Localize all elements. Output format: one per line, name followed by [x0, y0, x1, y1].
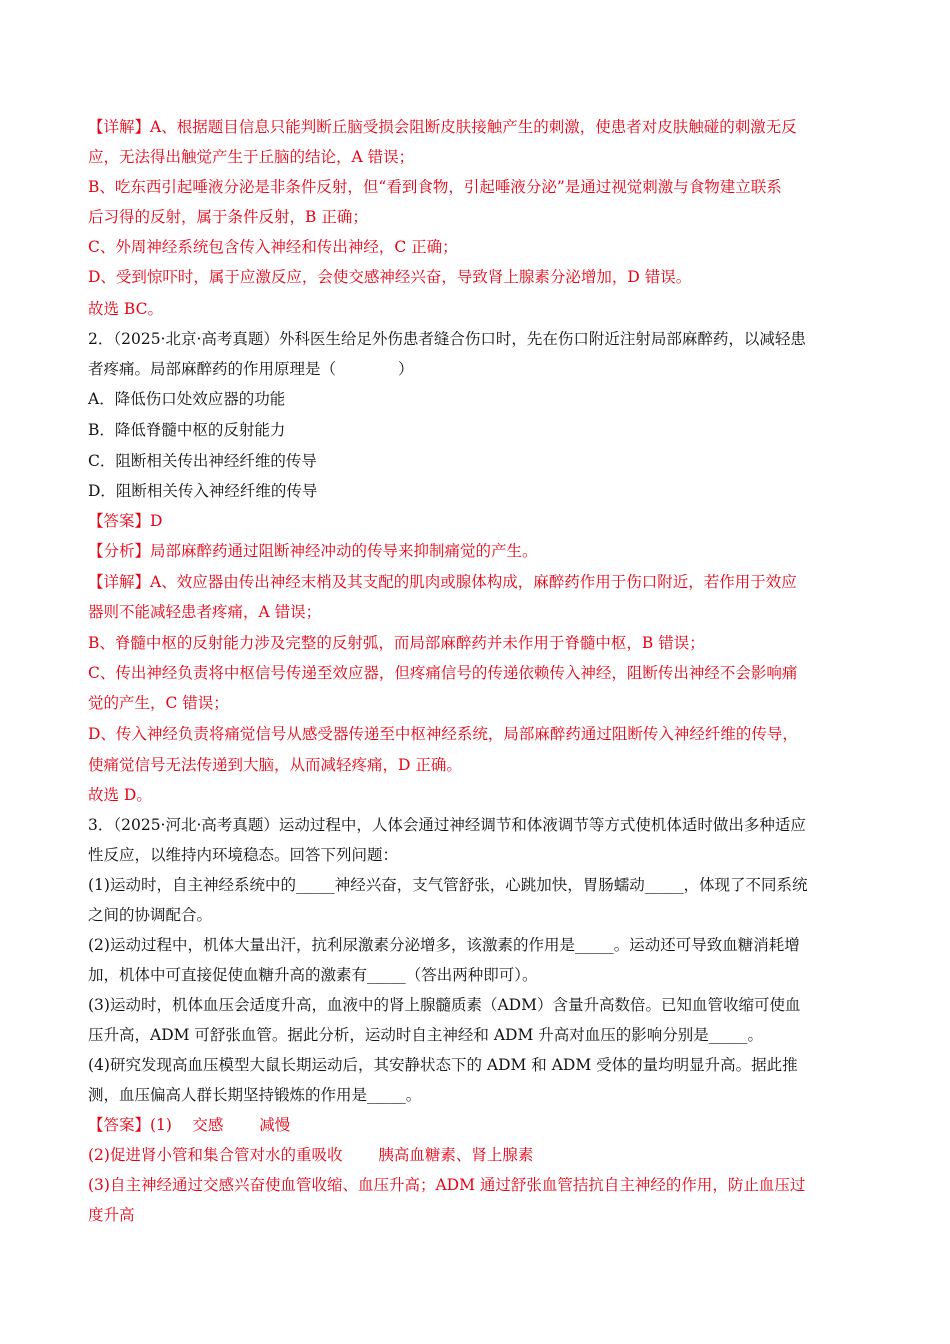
answer-line: (2)促进肾小管和集合管对水的重吸收 胰高血糖素、肾上腺素	[88, 1146, 534, 1164]
text-line: C、外周神经系统包含传入神经和传出神经，C 正确；	[88, 238, 458, 256]
explanation-line: 【详解】A、效应器由传出神经末梢及其支配的肌肉或腺体构成，麻醉药作用于伤口附近，若作用于效应	[88, 573, 797, 591]
question-2-stem: 2．（2025·北京·高考真题）外科医生给足外伤患者缝合伤口时，先在伤口附近注射局部麻醉药，以减轻患	[88, 330, 806, 348]
explanation-line: 器则不能减轻患者疼痛，A 错误；	[88, 603, 322, 621]
sub-question-4: (4)研究发现高血压模型大鼠长期运动后，其安静状态下的 ADM 和 ADM 受体的量均明显升高。据此推	[88, 1056, 798, 1074]
sub-question-4: 测，血压偏高人群长期坚持锻炼的作用是_____。	[88, 1086, 422, 1104]
explanation-line: D、传入神经负责将痛觉信号从感受器传递至中枢神经系统，局部麻醉药通过阻断传入神经纤维的传导，	[88, 725, 798, 743]
analysis-line: 【分析】局部麻醉药通过阻断神经冲动的传导来抑制痛觉的产生。	[88, 542, 538, 560]
text-line: 后习得的反射，属于条件反射，B 正确；	[88, 208, 368, 226]
explanation-line: 觉的产生，C 错误；	[88, 694, 229, 712]
answer-line: 【答案】D	[88, 512, 163, 530]
explanation-line: C、传出神经负责将中枢信号传递至效应器，但疼痛信号的传递依赖传入神经，阻断传出神经不会影响痛	[88, 664, 798, 682]
text-line: B、吃东西引起唾液分泌是非条件反射，但“看到食物，引起唾液分泌”是通过视觉刺激与食物建立联系	[88, 178, 782, 196]
sub-question-1: 之间的协调配合。	[88, 906, 213, 924]
explanation-line: 使痛觉信号无法传递到大脑，从而减轻疼痛，D 正确。	[88, 756, 462, 774]
option-a: A．降低伤口处效应器的功能	[88, 390, 286, 408]
explanation-line: B、脊髓中枢的反射能力涉及完整的反射弧，而局部麻醉药并未作用于脊髓中枢，B 错误；	[88, 634, 705, 652]
text-line: 应，无法得出触觉产生于丘脑的结论，A 错误；	[88, 148, 415, 166]
sub-question-2: 加，机体中可直接促使血糖升高的激素有_____（答出两种即可）。	[88, 966, 538, 984]
answer-line: (3)自主神经通过交感兴奋使血管收缩、血压升高；ADM 通过舒张血管拮抗自主神经的作用，防止血压过	[88, 1176, 806, 1194]
option-c: C．阻断相关传出神经纤维的传导	[88, 452, 317, 470]
option-b: B．降低脊髓中枢的反射能力	[88, 421, 286, 439]
conclusion-line: 故选 D。	[88, 786, 152, 804]
text-line: 故选 BC。	[88, 300, 163, 318]
sub-question-1: (1)运动时，自主神经系统中的_____神经兴奋，支气管舒张，心跳加快，胃肠蠕动_____，体现了不同系统	[88, 876, 808, 894]
question-2-stem: 者疼痛。局部麻醉药的作用原理是（ ）	[88, 360, 414, 378]
answer-line: 度升高	[88, 1206, 135, 1224]
question-3-stem: 3．（2025·河北·高考真题）运动过程中，人体会通过神经调节和体液调节等方式使机体适时做出多种适应	[88, 816, 806, 834]
sub-question-3: (3)运动时，机体血压会适度升高，血液中的肾上腺髓质素（ADM）含量升高数倍。已知血管收缩可使血	[88, 996, 801, 1014]
text-line: D、受到惊吓时，属于应激反应，会使交感神经兴奋，导致肾上腺素分泌增加，D 错误。	[88, 268, 692, 286]
answer-line: 【答案】(1) 交感 减慢	[88, 1116, 291, 1134]
sub-question-3: 压升高，ADM 可舒张血管。据此分析，运动时自主神经和 ADM 升高对血压的影响分别是_____。	[88, 1026, 764, 1044]
text-line: 【详解】A、根据题目信息只能判断丘脑受损会阻断皮肤接触产生的刺激，使患者对皮肤触碰的刺激无反	[88, 118, 797, 136]
sub-question-2: (2)运动过程中，机体大量出汗，抗利尿激素分泌增多，该激素的作用是_____。运动还可导致血糖消耗增	[88, 936, 800, 954]
option-d: D．阻断相关传入神经纤维的传导	[88, 482, 318, 500]
question-3-stem: 性反应，以维持内环境稳态。回答下列问题：	[88, 846, 399, 864]
